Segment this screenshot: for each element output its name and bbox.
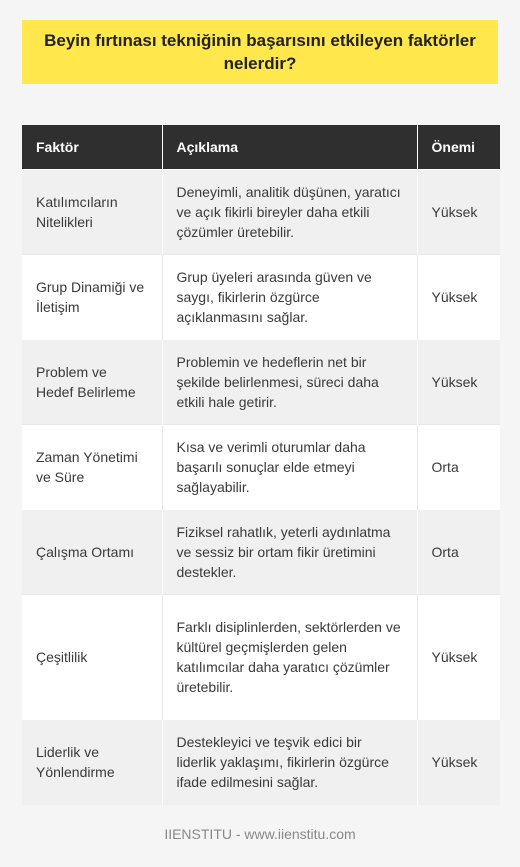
description-cell: Destekleyici ve teşvik edici bir liderlik yaklaşımı, fikirlerin özgürce ifade edilmesini sağlar. [162, 720, 417, 805]
factors-table [22, 125, 500, 805]
importance-cell: Yüksek [417, 720, 500, 805]
factor-cell: Grup Dinamiği ve İletişim [22, 255, 162, 340]
importance-cell: Yüksek [417, 170, 500, 255]
description-cell: Problemin ve hedeflerin net bir şekilde belirlenmesi, süreci daha etkili hale getirir. [162, 340, 417, 425]
importance-cell: Orta [417, 510, 500, 595]
table-row [22, 170, 500, 255]
importance-cell: Orta [417, 425, 500, 510]
table-row [22, 425, 500, 510]
footer-credit: IIENSTITU - www.iienstitu.com [164, 826, 356, 842]
table-row [22, 255, 500, 340]
table-header-row [22, 125, 500, 170]
description-cell: Grup üyeleri arasında güven ve saygı, fikirlerin özgürce açıklanmasını sağlar. [162, 255, 417, 340]
importance-cell: Yüksek [417, 340, 500, 425]
table-row [22, 595, 500, 720]
importance-cell: Yüksek [417, 255, 500, 340]
description-cell: Farklı disiplinlerden, sektörlerden ve kültürel geçmişlerden gelen katılımcılar daha yaratıcı çözümler üretebilir. [162, 595, 417, 720]
factor-cell: Katılımcıların Nitelikleri [22, 170, 162, 255]
description-cell: Kısa ve verimli oturumlar daha başarılı sonuçlar elde etmeyi sağlayabilir. [162, 425, 417, 510]
title-banner [22, 20, 498, 84]
table-row [22, 510, 500, 595]
page-title: Beyin fırtınası tekniğinin başarısını etkileyen faktörler nelerdir? [44, 31, 476, 73]
header-factor: Faktör [22, 125, 162, 170]
header-importance: Önemi [417, 125, 500, 170]
factor-cell: Zaman Yönetimi ve Süre [22, 425, 162, 510]
factor-cell: Çalışma Ortamı [22, 510, 162, 595]
factor-cell: Çeşitlilik [22, 595, 162, 720]
description-cell: Fiziksel rahatlık, yeterli aydınlatma ve sessiz bir ortam fikir üretimini destekler. [162, 510, 417, 595]
factor-cell: Problem ve Hedef Belirleme [22, 340, 162, 425]
table-row [22, 720, 500, 805]
header-description: Açıklama [162, 125, 417, 170]
table-row [22, 340, 500, 425]
importance-cell: Yüksek [417, 595, 500, 720]
factor-cell: Liderlik ve Yönlendirme [22, 720, 162, 805]
description-cell: Deneyimli, analitik düşünen, yaratıcı ve açık fikirli bireyler daha etkili çözümler üretebilir. [162, 170, 417, 255]
